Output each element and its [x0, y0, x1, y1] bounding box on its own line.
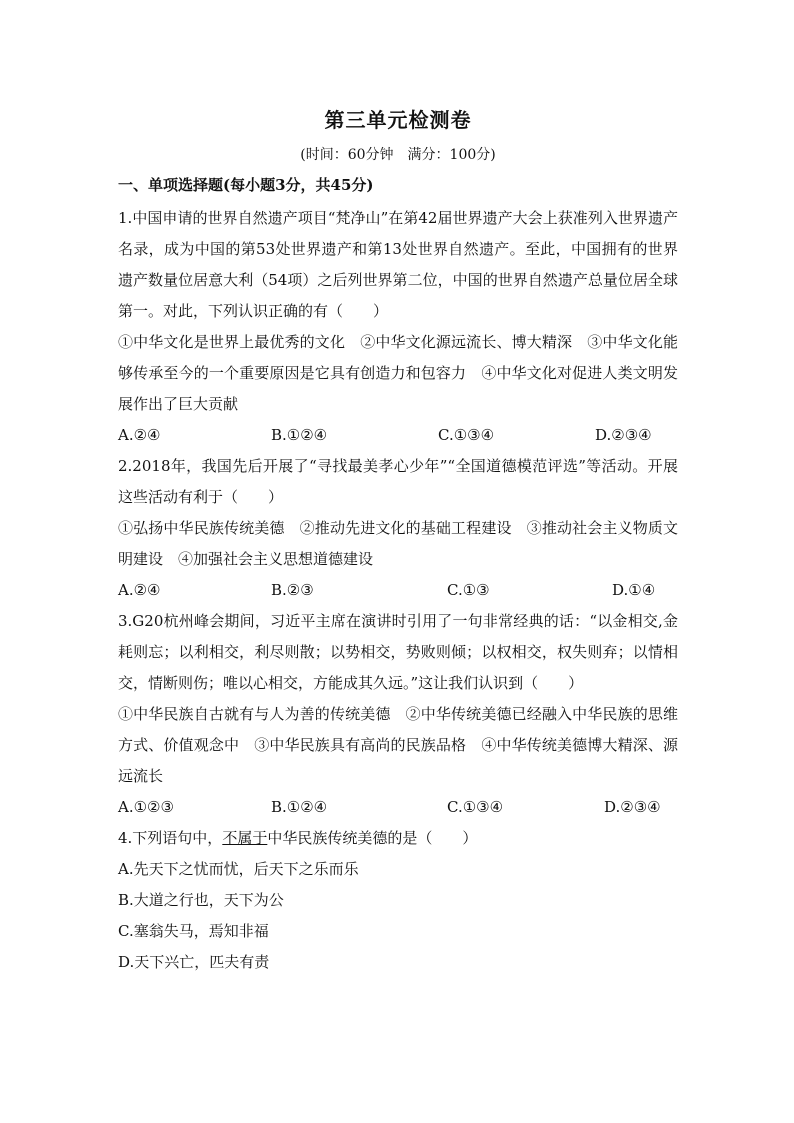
question-statements: ①弘扬中华民族传统美德 ②推动先进文化的基础工程建设 ③推动社会主义物质文明建设 ④加强社会主义思想道德建设 [118, 519, 678, 568]
option-row [118, 420, 678, 451]
option-a[interactable]: A.先天下之忧而忧，后天下之乐而乐 [118, 860, 359, 878]
question-statements: ①中华民族自古就有与人为善的传统美德 ②中华传统美德已经融入中华民族的思维方式、价值观念中 ③中华民族具有高尚的民族品格 ④中华传统美德博大精深、源远流长 [118, 705, 678, 785]
question-stem: 3.G20杭州峰会期间，习近平主席在演讲时引用了一句非常经典的话：“以金相交,金耗则忘；以利相交，利尽则散；以势相交，势败则倾；以权相交，权失则弃；以情相交，情断则伤；唯以心相交，方能成其久远。”这让我们认识到（ ） [118, 612, 678, 692]
question-3 [118, 606, 678, 823]
option-a[interactable]: A.②④ [118, 426, 161, 444]
question-2 [118, 451, 678, 606]
option-d[interactable]: D.①④ [612, 581, 656, 599]
option-d[interactable]: D.②③④ [595, 426, 652, 444]
section-heading: 一、单项选择题(每小题3分，共45分) [118, 176, 374, 194]
option-b[interactable]: B.②③ [271, 581, 314, 599]
question-stem [118, 823, 678, 854]
option-c[interactable]: C.①③④ [447, 798, 504, 816]
option-b[interactable]: B.①②④ [271, 426, 328, 444]
option-b[interactable]: B.大道之行也，天下为公 [118, 891, 284, 909]
question-4 [118, 823, 678, 978]
stem-underlined: 不属于 [222, 829, 268, 847]
option-a[interactable]: A.①②③ [118, 798, 174, 816]
exam-info: (时间：60分钟 满分：100分) [300, 147, 496, 163]
option-row [118, 792, 678, 823]
option-c[interactable]: C.①③ [447, 581, 490, 599]
stem-prefix: 4.下列语句中， [118, 829, 223, 847]
question-statements: ①中华文化是世界上最优秀的文化 ②中华文化源远流长、博大精深 ③中华文化能够传承至今的一个重要原因是它具有创造力和包容力 ④中华文化对促进人类文明发展作出了巨大贡献 [118, 333, 678, 413]
question-1 [118, 203, 678, 451]
stem-suffix: 中华民族传统美德的是（ ） [267, 829, 478, 847]
option-row [118, 575, 678, 606]
option-a[interactable]: A.②④ [118, 581, 161, 599]
option-c[interactable]: C.①③④ [438, 426, 495, 444]
questions-list [118, 203, 678, 978]
option-d[interactable]: D.天下兴亡，匹夫有责 [118, 953, 270, 971]
option-d[interactable]: D.②③④ [604, 798, 661, 816]
page-title: 第三单元检测卷 [324, 108, 472, 132]
option-b[interactable]: B.①②④ [271, 798, 328, 816]
question-stem: 2.2018年，我国先后开展了“寻找最美孝心少年”“全国道德模范评选”等活动。开展这些活动有利于（ ） [118, 457, 678, 506]
question-stem: 1.中国申请的世界自然遗产项目“梵净山”在第42届世界遗产大会上获准列入世界遗产名录，成为中国的第53处世界遗产和第13处世界自然遗产。至此，中国拥有的世界遗产数量位居意大利（54项）之后列世界第二位，中国的世界自然遗产总量位居全球第一。对此，下列认识正确的有（ ） [118, 209, 678, 320]
option-c[interactable]: C.塞翁失马，焉知非福 [118, 922, 269, 940]
